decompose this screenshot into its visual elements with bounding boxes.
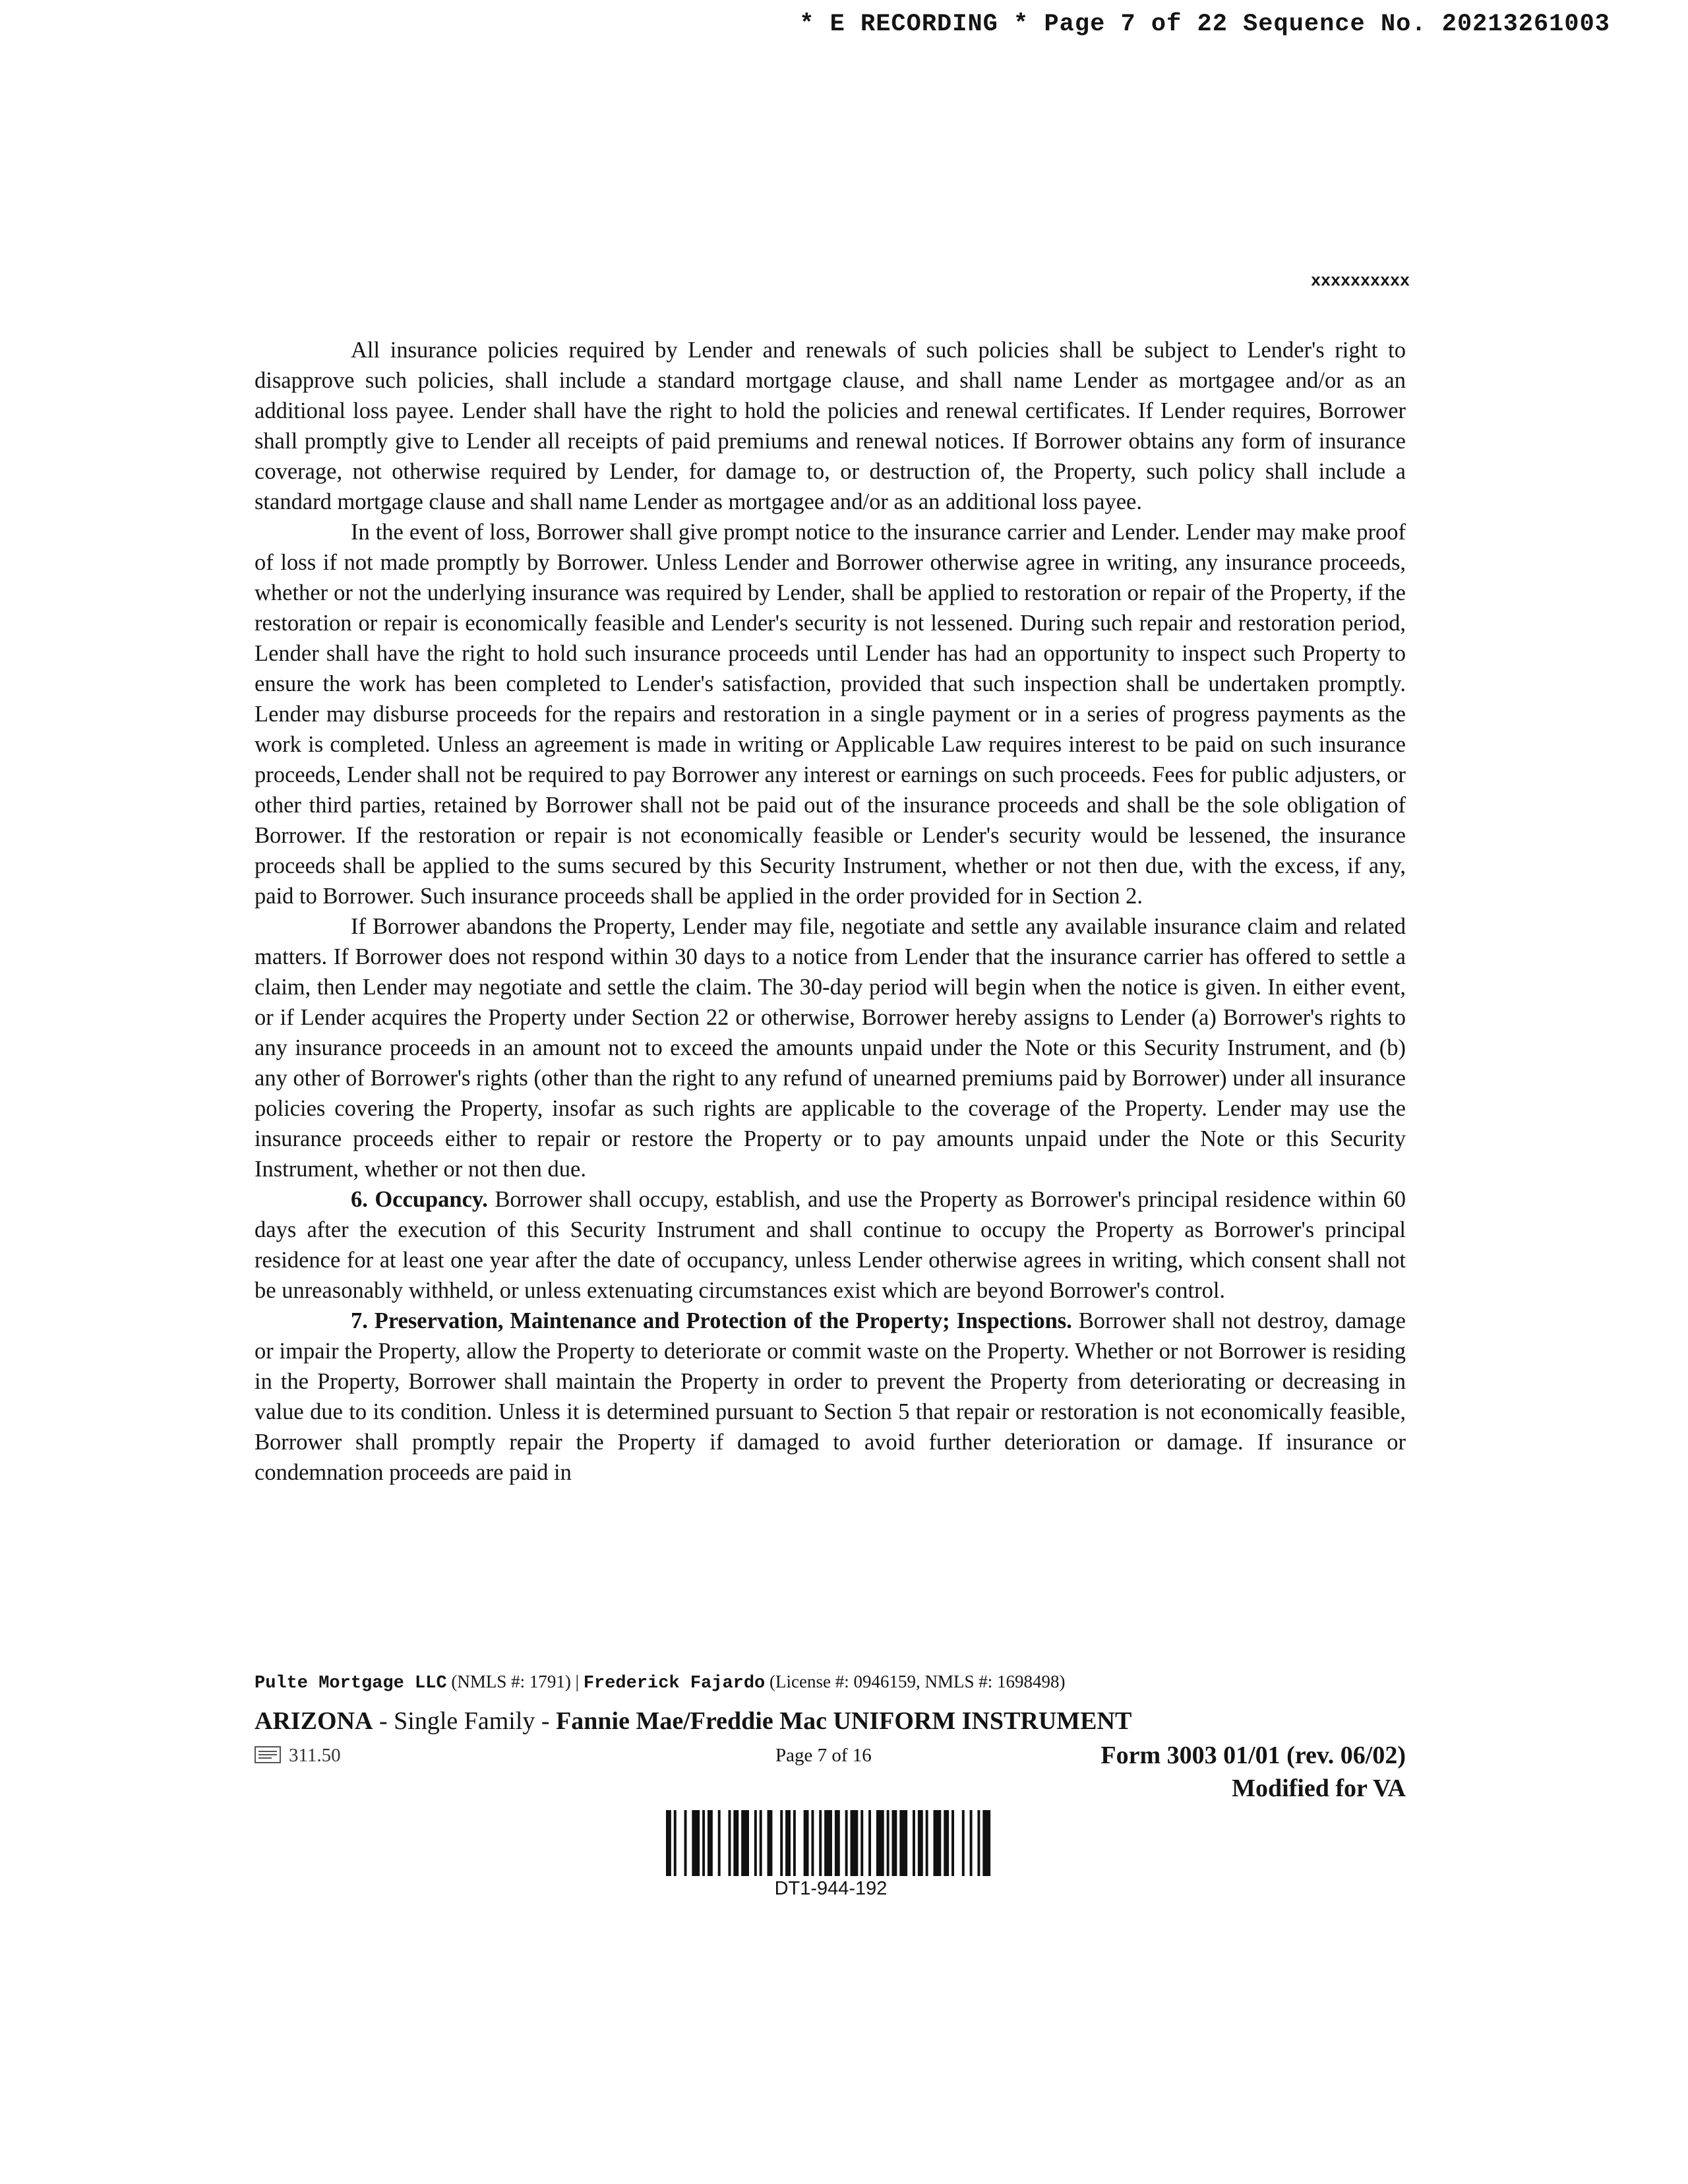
barcode-bar [708,1810,713,1876]
barcode-bar [977,1810,980,1876]
barcode-bar [804,1810,809,1876]
family-type: - Single Family - [373,1707,557,1735]
barcode-bar [982,1810,990,1876]
paragraph-occupancy [255,1184,1406,1306]
instrument-title [255,1707,1131,1736]
barcode-bar [785,1810,791,1876]
document-icon [255,1746,281,1763]
barcode-bar [845,1810,848,1876]
barcode-bar [824,1810,832,1876]
instrument-name: Fannie Mae/Freddie Mac UNIFORM INSTRUMENT [556,1707,1132,1735]
barcode-bar [819,1810,822,1876]
barcode-bar [666,1810,671,1876]
barcode-bar [835,1810,840,1876]
barcode-bar [868,1810,871,1876]
originator-name: Frederick Fajardo [583,1674,766,1693]
separator: | [575,1672,580,1691]
paragraph-abandonment: If Borrower abandons the Property, Lender may file, negotiate and settle any available insurance claim and related matters. If Borrower does not respond within 30 days to a notice from Lender that the insurance carrier has offered to settle a claim, then Lender may negotiate and settle the claim. The 30-day period will begin when the notice is given. In either event, or if Lender acquires the Property under Section 22 or otherwise, Borrower hereby assigns to Lender (a) Borrower's rights to any insurance proceeds in an amount not to exceed the amounts unpaid under the Note or this Security Instrument, and (b) any other of Borrower's rights (other than the right to any refund of unearned premiums paid by Borrower) under all insurance policies covering the Property, insofar as such rights are applicable to the coverage of the Property. Lender may use the insurance proceeds either to repair or restore the Property or to pay amounts unpaid under the Note or this Security Instrument, whether or not then due. [255,914,1406,1182]
barcode-bar [951,1810,954,1876]
paragraph-preservation [255,1306,1406,1488]
form-number: Form 3003 01/01 (rev. 06/02) [1100,1742,1406,1769]
barcode-bar [913,1810,915,1876]
preservation-text: Borrower shall not destroy, damage or impair the Property, allow the Property to deteriorate or commit waste on the Property. Whether or not Borrower is residing in the Property, Borrower shall maintain the Property in order to prevent the Property from deteriorating or decreasing in value due to its condition. Unless it is determined pursuant to Section 5 that repair or restoration is not economically feasible, Borrower shall promptly repair the Property if damaged to avoid further deterioration or damage. If insurance or condemnation proceeds are paid in [255,1308,1406,1485]
paragraph-insurance-policies: All insurance policies required by Lender and renewals of such policies shall be subject to Lender's right to disapprove such policies, shall include a standard mortgage clause, and shall name Lender as mortgagee and/or as an additional loss payee. Lender shall have the right to hold the policies and renewal certificates. If Lender requires, Borrower shall promptly give to Lender all receipts of paid premiums and renewal notices. If Borrower obtains any form of insurance coverage, not otherwise required by Lender, for damage to, or destruction of, the Property, such policy shall include a standard mortgage clause and shall name Lender as mortgagee and/or as an additional loss payee. [255,338,1406,514]
barcode-bar [728,1810,731,1876]
recording-stamp: * E RECORDING * Page 7 of 22 Sequence No. 20213261003 [799,11,1610,38]
barcode-bar [887,1810,889,1876]
barcode-bar [768,1810,773,1876]
barcode-bar [934,1810,942,1876]
section-heading-occupancy: 6. Occupancy. [351,1187,488,1212]
form-code-value: 311.50 [289,1745,341,1766]
barcode-bar [741,1810,749,1876]
barcode-image [666,1810,996,1876]
barcode-bar [674,1810,677,1876]
modified-label: Modified for VA [1232,1774,1406,1802]
barcode-bar [718,1810,721,1876]
form-code [255,1745,341,1767]
barcode-bar [851,1810,859,1876]
paragraph-event-of-loss: In the event of loss, Borrower shall give prompt notice to the insurance carrier and Lender. Lender may make proof of loss if not made promptly by Borrower. Unless Lender and Borrower otherwise agree in writing, any insurance proceeds, whether or not the underlying insurance was required by Lender, shall be applied to restoration or repair of the Property, if the restoration or repair is economically feasible and Lender's security is not lessened. During such repair and restoration period, Lender shall have the right to hold such insurance proceeds until Lender has had an opportunity to inspect such Property to ensure the work has been completed to Lender's satisfaction, provided that such inspection shall be undertaken promptly. Lender may disburse proceeds for the repairs and restoration in a single payment or in a series of progress payments as the work is completed. Unless an agreement is made in writing or Applicable Law requires interest to be paid on such insurance proceeds, Lender shall not be required to pay Borrower any interest or earnings on such proceeds. Fees for public adjusters, or other third parties, retained by Borrower shall not be paid out of the insurance proceeds and shall be the sole obligation of Borrower. If the restoration or repair is not economically feasible or Lender's security would be lessened, the insurance proceeds shall be applied to the sums secured by this Security Instrument, whether or not then due, with the excess, if any, paid to Borrower. Such insurance proceeds shall be applied in the order provided for in Section 2. [255,520,1406,909]
barcode-bar [793,1810,796,1876]
barcode-bar [733,1810,738,1876]
barcode-bar [899,1810,907,1876]
barcode-bar [692,1810,700,1876]
page-number: Page 7 of 16 [775,1745,872,1766]
lender-info [255,1672,1065,1693]
loan-number: xxxxxxxxxx [1310,272,1410,291]
originator-license: (License #: 0946159, NMLS #: 1698498) [769,1672,1066,1691]
document-body [255,335,1406,1488]
barcode-bar [860,1810,863,1876]
barcode-bar [918,1810,923,1876]
section-heading-preservation: 7. Preservation, Maintenance and Protection of the Property; Inspections. [351,1308,1072,1333]
barcode-bar [876,1810,884,1876]
barcode-bar [754,1810,757,1876]
barcode-bar [811,1810,814,1876]
occupancy-text: Borrower shall occupy, establish, and use the Property as Borrower's principal residence within 60 days after the execution of this Security Instrument and shall continue to occupy the Property as Borrower's principal residence for at least one year after the date of occupancy, unless Lender otherwise agrees in writing, which consent shall not be unreasonably withheld, or unless extenuating circumstances exist which are beyond Borrower's control. [255,1187,1406,1303]
state-name: ARIZONA [255,1707,373,1735]
lender-name: Pulte Mortgage LLC [255,1674,447,1693]
barcode-bar [702,1810,705,1876]
barcode-bar [892,1810,897,1876]
barcode-bar [684,1810,687,1876]
barcode-bar [970,1810,973,1876]
barcode-bar [962,1810,965,1876]
barcode-bar [944,1810,949,1876]
barcode-bar [760,1810,762,1876]
barcode-bar [780,1810,783,1876]
lender-nmls: (NMLS #: 1791) [451,1672,571,1691]
barcode-number: DT1-944-192 [774,1878,888,1899]
barcode-bar [926,1810,928,1876]
